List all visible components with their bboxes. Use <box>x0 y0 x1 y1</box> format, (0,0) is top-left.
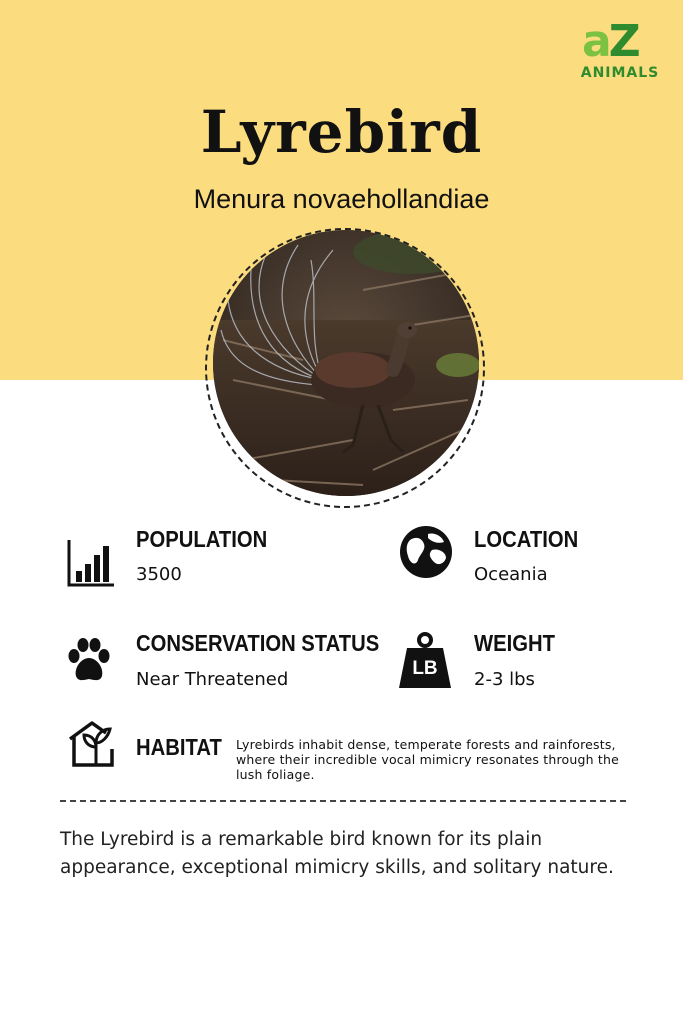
globe-icon <box>398 524 454 580</box>
population-label: POPULATION <box>136 526 268 552</box>
photo-frame <box>205 228 485 508</box>
location-label: LOCATION <box>474 526 579 552</box>
weight-value: 2-3 lbs <box>474 669 535 690</box>
habitat-label: HABITAT <box>136 734 222 760</box>
paw-icon <box>64 636 114 686</box>
logo-text: ANIMALS <box>580 65 660 81</box>
conservation-value: Near Threatened <box>136 669 289 690</box>
divider <box>60 800 626 802</box>
az-animals-logo[interactable] <box>578 16 662 84</box>
weight-icon-text: LB <box>412 658 438 679</box>
location-value: Oceania <box>474 564 548 585</box>
house-plant-icon <box>66 719 122 769</box>
habitat-description: Lyrebirds inhabit dense, temperate forests and rainforests, where their incredible vocal mimicry resonates through the lush foliage. <box>236 737 620 782</box>
logo-mark <box>582 16 638 67</box>
scientific-name: Menura novaehollandiae <box>193 184 490 214</box>
logo-mark-a: a <box>582 16 609 67</box>
weight-label: WEIGHT <box>474 630 555 656</box>
summary-text: The Lyrebird is a remarkable bird known for its plain appearance, exceptional mimicry skills, and solitary nature. <box>60 829 614 878</box>
population-value: 3500 <box>136 564 182 585</box>
logo-mark-z: Z <box>608 16 638 67</box>
lyrebird-photo <box>213 230 479 496</box>
page-title: Lyrebird <box>200 98 483 166</box>
bar-chart-icon <box>66 538 116 588</box>
weight-icon <box>397 632 453 690</box>
conservation-label: CONSERVATION STATUS <box>136 630 380 656</box>
